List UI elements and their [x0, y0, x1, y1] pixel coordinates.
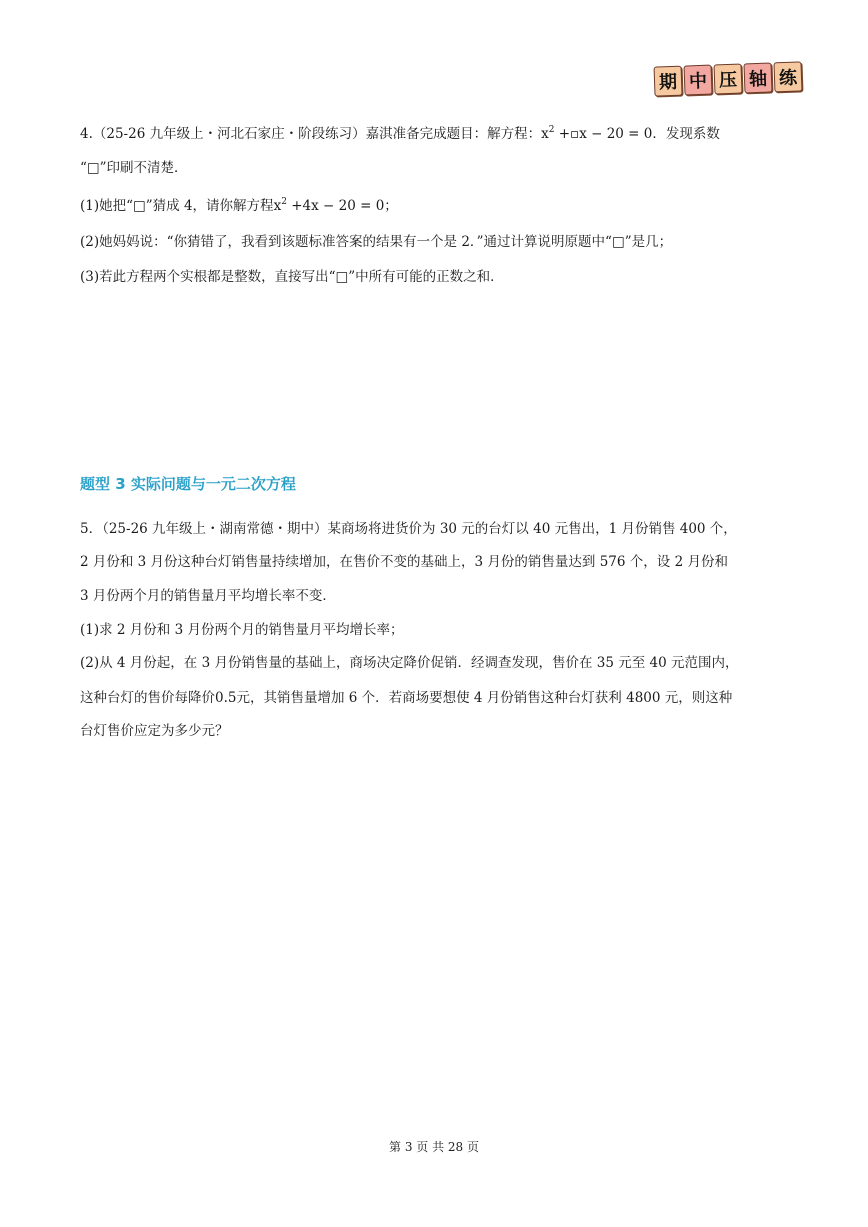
q4-part-3: (3)若此方程两个实根都是整数，直接写出“□”中所有可能的正数之和． [80, 269, 504, 285]
page-number: 第 3 页 共 28 页 [389, 1140, 479, 1154]
q4-equation: $x^2$ +▫x − 20 = 0 [541, 125, 653, 142]
badge-char: 轴 [743, 62, 772, 93]
q4-stem-suffix: ．发现系数 [652, 126, 720, 142]
q4-part-2: (2)她妈妈说：“你猜错了，我看到该题标准答案的结果有一个是 2．”通过计算说明原题中“□”是几； [80, 234, 673, 250]
badge-char: 期 [654, 66, 683, 97]
q4-part-1-equation: $x^2 +4x - 20 = 0$ [273, 197, 385, 214]
q5-stem-line-3: 3 月份两个月的销售量月平均增长率不变． [80, 588, 336, 604]
q4-stem-line-1 [80, 124, 720, 144]
q5-stem-line-2: 2 月份和 3 月份这种台灯销售量持续增加，在售价不变的基础上，3 月份的销售量达到 576 个，设 2 月份和 [80, 554, 728, 570]
q5-part-2-line-2: 这种台灯的售价每降价0.5元，其销售量增加 6 个．若商场要想使 4 月份销售这种台灯获利 4800 元，则这种 [80, 690, 733, 706]
exam-badge [654, 61, 803, 96]
q5-stem-line-1: 5．（25-26 九年级上・湖南常德・期中）某商场将进货价为 30 元的台灯以 40 元售出，1 月份销售 400 个， [80, 521, 737, 537]
badge-char: 练 [773, 61, 802, 92]
section-title: 题型 3 实际问题与一元二次方程 [80, 475, 296, 493]
q4-stem-line-2: “□”印刷不清楚． [80, 160, 188, 176]
q4-part-1: (1)她把“□”猜成 4，请你解方程$x^2 +4x - 20 = 0$； [80, 197, 398, 214]
q5-part-2-line-3: 台灯售价应定为多少元？ [80, 723, 229, 739]
badge-char: 中 [684, 65, 713, 96]
q5-part-2-line-1: (2)从 4 月份起，在 3 月份销售量的基础上，商场决定降价促销．经调查发现，售价在 35 元至 40 元范围内， [80, 655, 739, 671]
q4-stem-prefix: 4.（25-26 九年级上・河北石家庄・阶段练习）嘉淇准备完成题目：解方程： [80, 126, 542, 142]
q5-part-1: (1)求 2 月份和 3 月份两个月的销售量月平均增长率； [80, 622, 404, 638]
badge-char: 压 [713, 64, 742, 95]
